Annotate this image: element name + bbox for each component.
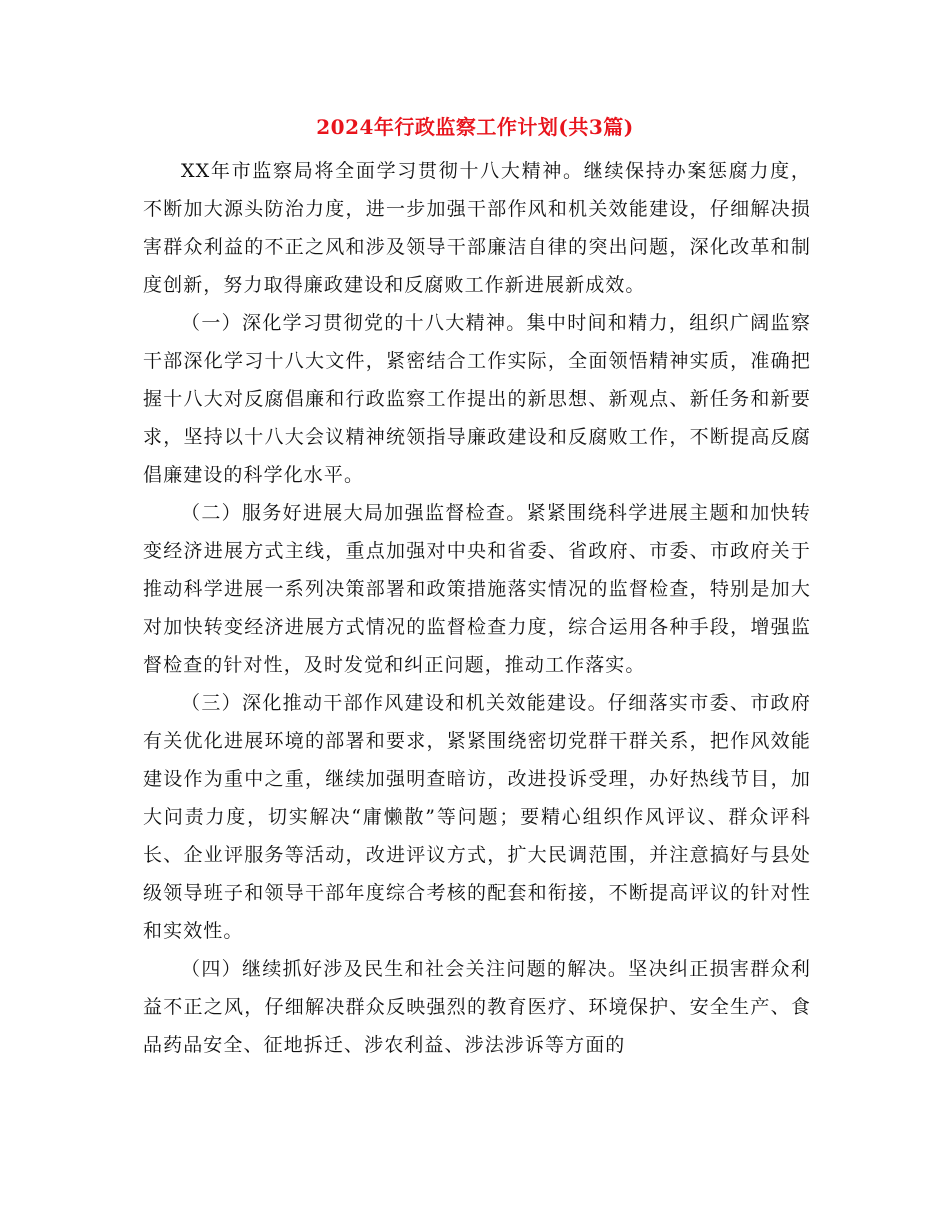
- document-body: [143, 152, 811, 1064]
- document-title: 2024年行政监察工作计划(共3篇): [316, 115, 634, 139]
- paragraph-section-2: （二）服务好进展大局加强监督检查。紧紧围绕科学进展主题和加快转变经济进展方式主线，重点加强对中央和省委、省政府、市委、市政府关于推动科学进展一系列决策部署和政策措施落实情况的监督检查，特别是加大对加快转变经济进展方式情况的监督检查力度，综合运用各种手段，增强监督检查的针对性，及时发觉和纠正问题，推动工作落实。: [143, 502, 811, 676]
- paragraph-intro: XX年市监察局将全面学习贯彻十八大精神。继续保持办案惩腐力度，不断加大源头防治力度，进一步加强干部作风和机关效能建设，仔细解决损害群众利益的不正之风和涉及领导干部廉洁自律的突出问题，深化改革和制度创新，努力取得廉政建设和反腐败工作新进展新成效。: [143, 160, 811, 296]
- paragraph-section-1: （一）深化学习贯彻党的十八大精神。集中时间和精力，组织广阔监察干部深化学习十八大文件，紧密结合工作实际，全面领悟精神实质，准确把握十八大对反腐倡廉和行政监察工作提出的新思想、新观点、新任务和新要求，坚持以十八大会议精神统领指导廉政建设和反腐败工作，不断提高反腐倡廉建设的科学化水平。: [143, 312, 811, 486]
- paragraph-section-4: （四）继续抓好涉及民生和社会关注问题的解决。坚决纠正损害群众利益不正之风，仔细解决群众反映强烈的教育医疗、环境保护、安全生产、食品药品安全、征地拆迁、涉农利益、涉法涉诉等方面的: [143, 958, 811, 1056]
- paragraph-section-3: （三）深化推动干部作风建设和机关效能建设。仔细落实市委、市政府有关优化进展环境的部署和要求，紧紧围绕密切党群干群关系，把作风效能建设作为重中之重，继续加强明查暗访，改进投诉受理，办好热线节目，加大问责力度，切实解决“庸懒散”等问题；要精心组织作风评议、群众评科长、企业评服务等活动，改进评议方式，扩大民调范围，并注意搞好与县处级领导班子和领导干部年度综合考核的配套和衔接，不断提高评议的针对性和实效性。: [143, 692, 811, 942]
